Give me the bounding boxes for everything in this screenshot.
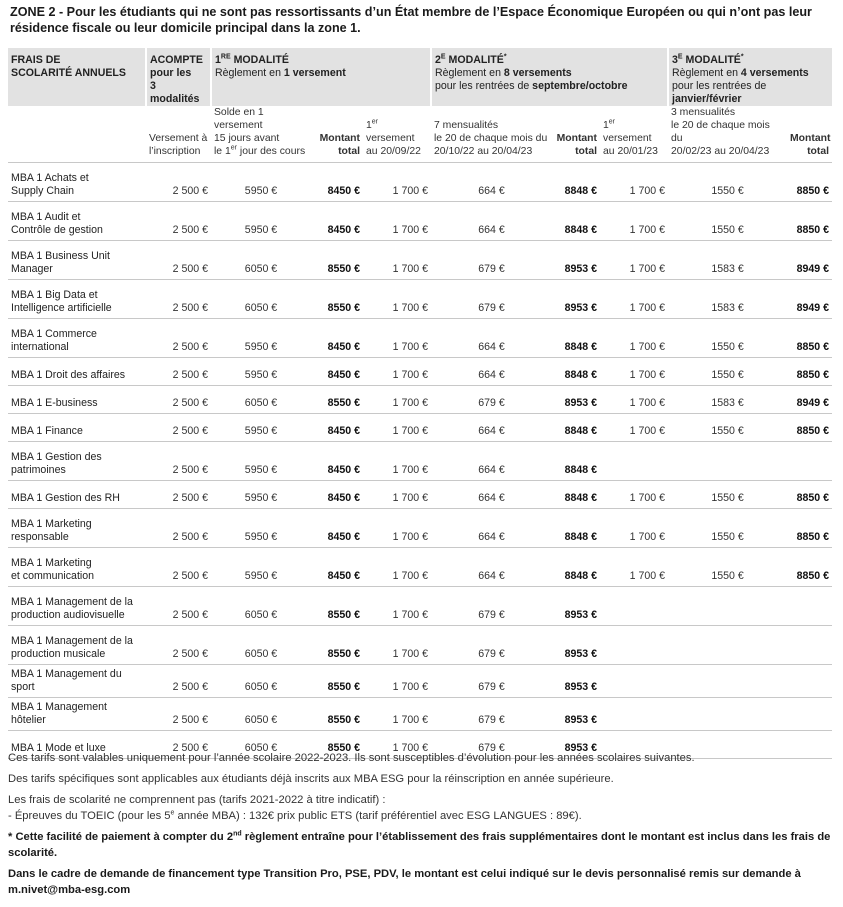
cell-total-1: 8550 € — [311, 665, 363, 698]
cell-total-1: 8550 € — [311, 280, 363, 319]
cell-total-3: 8850 € — [787, 509, 832, 548]
cell-acompte: 2 500 € — [146, 202, 211, 241]
table-row — [8, 414, 832, 442]
cell-solde: 6050 € — [211, 731, 311, 759]
header-modalite-1 — [211, 48, 431, 106]
cell-total-2: 8953 € — [552, 587, 600, 626]
cell-total-1: 8550 € — [311, 731, 363, 759]
cell-total-2: 8848 € — [552, 358, 600, 386]
subheader-solde — [211, 106, 311, 163]
m3-first-a: 1 — [603, 120, 609, 131]
page-title: ZONE 2 - Pour les étudiants qui ne sont pas ressortissants d’un État membre de l’Espace Économique Européen ou qui n’ont pas leur résidence fiscale ou leur domicile principal dans la zone 1. — [10, 5, 812, 35]
program-name-line1: MBA 1 Management de la — [11, 635, 133, 647]
cell-acompte: 2 500 € — [146, 698, 211, 731]
cell-versement-2: 1 700 € — [363, 414, 431, 442]
cell-total-2: 8848 € — [552, 414, 600, 442]
cell-mensualite-3: 1550 € — [668, 319, 787, 358]
note-payment-b: règlement entraîne pour l’établissement des frais supplémentaires dont le montant est inclus dans les frais de scolarité. — [8, 831, 831, 859]
solde-line2: 15 jours avant — [214, 133, 280, 144]
header-acompte-line3: 3 modalités — [150, 80, 200, 105]
cell-total-3: 8850 € — [787, 319, 832, 358]
m3-sub-a: Règlement en — [672, 67, 741, 79]
m2-star: * — [503, 53, 507, 61]
cell-total-3: 8850 € — [787, 163, 832, 202]
solde-line3sup: er — [230, 144, 237, 152]
cell-versement-2: 1 700 € — [363, 731, 431, 759]
table-row — [8, 665, 832, 698]
program-name: MBA 1 Management du sport — [8, 665, 146, 698]
cell-total-1: 8450 € — [311, 163, 363, 202]
subheader-m3-first — [600, 106, 668, 163]
m3-num: 3 — [672, 54, 678, 66]
cell-acompte: 2 500 € — [146, 731, 211, 759]
cell-acompte: 2 500 € — [146, 587, 211, 626]
cell-mensualite-2: 679 € — [431, 386, 552, 414]
cell-versement-3: 1 700 € — [600, 280, 668, 319]
program-name — [8, 163, 146, 202]
cell-total-1: 8550 € — [311, 587, 363, 626]
cell-total-3: 8850 € — [787, 548, 832, 587]
cell-versement-3: 1 700 € — [600, 358, 668, 386]
header-acompte — [146, 48, 211, 106]
cell-versement-2: 1 700 € — [363, 509, 431, 548]
cell-mensualite-3: 1583 € — [668, 280, 787, 319]
program-name-line1: MBA 1 Marketing — [11, 557, 92, 569]
note-financing: Dans le cadre de demande de financement type Transition Pro, PSE, PDV, le montant est celui indiqué sur le devis personnalisé remis sur demande à m.nivet@mba-esg.com — [8, 868, 801, 896]
table-row — [8, 481, 832, 509]
m3-star: * — [740, 53, 744, 61]
solde-line3b: jour des cours — [237, 146, 306, 157]
cell-mensualite-3 — [668, 587, 787, 626]
program-name-line2: et communication — [11, 570, 95, 582]
m3-sup: E — [677, 53, 683, 61]
cell-total-2: 8953 € — [552, 626, 600, 665]
cell-versement-2: 1 700 € — [363, 202, 431, 241]
cell-solde: 5950 € — [211, 481, 311, 509]
cell-total-1: 8450 € — [311, 414, 363, 442]
cell-acompte: 2 500 € — [146, 241, 211, 280]
subheader-empty — [8, 106, 146, 163]
cell-solde: 6050 € — [211, 280, 311, 319]
cell-acompte: 2 500 € — [146, 442, 211, 481]
table-row — [8, 386, 832, 414]
cell-versement-2: 1 700 € — [363, 386, 431, 414]
cell-acompte: 2 500 € — [146, 358, 211, 386]
cell-mensualite-2: 664 € — [431, 548, 552, 587]
program-name-line2: Contrôle de gestion — [11, 224, 103, 236]
table-row — [8, 202, 832, 241]
cell-acompte: 2 500 € — [146, 548, 211, 587]
cell-total-1: 8450 € — [311, 481, 363, 509]
table-row — [8, 698, 832, 731]
note-toeic-a: - Épreuves du TOEIC (pour les 5 — [8, 810, 171, 822]
cell-total-3: 8850 € — [787, 202, 832, 241]
cell-mensualite-2: 664 € — [431, 414, 552, 442]
cell-total-2: 8848 € — [552, 481, 600, 509]
cell-versement-3: 1 700 € — [600, 241, 668, 280]
header-acompte-line2: pour les — [150, 67, 192, 79]
cell-mensualite-2: 679 € — [431, 241, 552, 280]
table-row — [8, 509, 832, 548]
m3-first-b: versement — [603, 133, 652, 144]
cell-acompte: 2 500 € — [146, 509, 211, 548]
cell-total-3: 8949 € — [787, 386, 832, 414]
m3-mens-line3: 20/02/23 au 20/04/23 — [671, 146, 770, 157]
cell-total-1: 8450 € — [311, 442, 363, 481]
cell-mensualite-3: 1550 € — [668, 509, 787, 548]
cell-total-2: 8953 € — [552, 280, 600, 319]
m2-sub-a: Règlement en — [435, 67, 504, 79]
cell-versement-2: 1 700 € — [363, 358, 431, 386]
program-name-line2: production musicale — [11, 648, 106, 660]
cell-solde: 5950 € — [211, 414, 311, 442]
program-name-line2: responsable — [11, 531, 69, 543]
cell-total-2: 8848 € — [552, 319, 600, 358]
program-name — [8, 442, 146, 481]
cell-total-2: 8848 € — [552, 442, 600, 481]
cell-total-3: 8949 € — [787, 241, 832, 280]
header-row — [8, 48, 832, 106]
cell-versement-3 — [600, 626, 668, 665]
cell-total-3: 8850 € — [787, 414, 832, 442]
program-name: MBA 1 Management hôtelier — [8, 698, 146, 731]
header-modalite-3 — [668, 48, 832, 106]
cell-versement-3: 1 700 € — [600, 163, 668, 202]
cell-mensualite-2: 664 € — [431, 163, 552, 202]
montant-3: Montant — [790, 133, 831, 144]
cell-total-2: 8953 € — [552, 241, 600, 280]
program-name-line1: MBA 1 Marketing — [11, 518, 92, 530]
program-name — [8, 587, 146, 626]
cell-total-1: 8550 € — [311, 698, 363, 731]
header-frais — [8, 48, 146, 106]
m1-num: 1 — [215, 54, 221, 66]
m2-num: 2 — [435, 54, 441, 66]
subheader-montant-1 — [311, 106, 363, 163]
m2-title: MODALITÉ — [445, 54, 504, 66]
cell-total-3: 8949 € — [787, 280, 832, 319]
program-name: MBA 1 E-business — [8, 386, 146, 414]
m2-first-a: 1 — [366, 120, 372, 131]
cell-total-3 — [787, 442, 832, 481]
cell-versement-3 — [600, 698, 668, 731]
cell-mensualite-3 — [668, 626, 787, 665]
table-row — [8, 280, 832, 319]
program-name: MBA 1 Gestion des RH — [8, 481, 146, 509]
cell-mensualite-3: 1550 € — [668, 548, 787, 587]
subheader-montant-2 — [552, 106, 600, 163]
total-3: total — [807, 146, 830, 157]
cell-total-2: 8848 € — [552, 509, 600, 548]
cell-mensualite-3: 1583 € — [668, 241, 787, 280]
cell-mensualite-3 — [668, 698, 787, 731]
montant-1: Montant — [319, 133, 360, 144]
cell-mensualite-3: 1550 € — [668, 481, 787, 509]
cell-versement-3 — [600, 442, 668, 481]
note-toeic-b: année MBA) : 132€ prix public ETS (tarif préférentiel avec ESG LANGUES : 89€). — [174, 810, 582, 822]
cell-total-3: 8850 € — [787, 481, 832, 509]
cell-versement-2: 1 700 € — [363, 587, 431, 626]
cell-total-2: 8848 € — [552, 548, 600, 587]
cell-solde: 6050 € — [211, 626, 311, 665]
program-name-line1: MBA 1 Achats et — [11, 172, 89, 184]
m3-sub2-a: pour les rentrées de — [672, 80, 767, 92]
cell-acompte: 2 500 € — [146, 319, 211, 358]
header-acompte-line1: ACOMPTE — [150, 54, 203, 66]
m1-sub-b: 1 versement — [283, 67, 346, 79]
cell-mensualite-2: 679 € — [431, 587, 552, 626]
cell-versement-3: 1 700 € — [600, 548, 668, 587]
cell-versement-3 — [600, 665, 668, 698]
table-row — [8, 358, 832, 386]
cell-total-2: 8953 € — [552, 665, 600, 698]
cell-solde: 6050 € — [211, 587, 311, 626]
cell-versement-3: 1 700 € — [600, 414, 668, 442]
cell-acompte: 2 500 € — [146, 386, 211, 414]
subheader-versement — [146, 106, 211, 163]
cell-mensualite-3 — [668, 665, 787, 698]
cell-total-3 — [787, 626, 832, 665]
header-frais-line2: SCOLARITÉ ANNUELS — [11, 67, 126, 79]
m3-sub2-b: janvier/février — [672, 93, 742, 105]
m1-sub-a: Règlement en — [215, 67, 284, 79]
cell-total-1: 8550 € — [311, 386, 363, 414]
note-payment-a: * Cette facilité de paiement à compter du 2 — [8, 831, 234, 843]
cell-total-2: 8953 € — [552, 731, 600, 759]
tuition-fees-table — [8, 48, 832, 759]
cell-solde: 6050 € — [211, 241, 311, 280]
cell-acompte: 2 500 € — [146, 626, 211, 665]
program-name: MBA 1 Finance — [8, 414, 146, 442]
m1-title: MODALITÉ — [230, 54, 289, 66]
program-name: MBA 1 Droit des affaires — [8, 358, 146, 386]
cell-total-2: 8848 € — [552, 163, 600, 202]
cell-mensualite-2: 664 € — [431, 358, 552, 386]
m3-title: MODALITÉ — [682, 54, 741, 66]
header-modalite-2 — [431, 48, 668, 106]
cell-total-3: 8850 € — [787, 358, 832, 386]
program-name: MBA 1 Mode et luxe — [8, 731, 146, 759]
cell-mensualite-2: 664 € — [431, 509, 552, 548]
program-name-line1: MBA 1 Audit et — [11, 211, 81, 223]
montant-2: Montant — [556, 133, 597, 144]
note-exclusions: Les frais de scolarité ne comprennent pas (tarifs 2021-2022 à titre indicatif) : — [8, 794, 386, 806]
cell-mensualite-2: 679 € — [431, 698, 552, 731]
cell-total-1: 8450 € — [311, 202, 363, 241]
cell-total-1: 8450 € — [311, 509, 363, 548]
m3-sub-b: 4 versements — [740, 67, 809, 79]
note-validity: Ces tarifs sont valables uniquement pour l’année scolaire 2022-2023. Ils sont susceptibles d’évolution pour les années scolaires suivantes. — [8, 752, 695, 764]
cell-mensualite-2: 679 € — [431, 280, 552, 319]
cell-solde: 5950 € — [211, 442, 311, 481]
subheader-m3-mens — [668, 106, 787, 163]
cell-solde: 5950 € — [211, 202, 311, 241]
cell-versement-2: 1 700 € — [363, 280, 431, 319]
program-name — [8, 548, 146, 587]
cell-mensualite-3: 1550 € — [668, 414, 787, 442]
table-row — [8, 163, 832, 202]
cell-total-2: 8953 € — [552, 698, 600, 731]
cell-total-1: 8450 € — [311, 548, 363, 587]
subheader-m2-first — [363, 106, 431, 163]
cell-acompte: 2 500 € — [146, 414, 211, 442]
note-toeic — [8, 808, 836, 824]
cell-versement-2: 1 700 € — [363, 698, 431, 731]
note-payment-facility — [8, 829, 836, 861]
m2-mens-line2: le 20 de chaque mois du — [434, 133, 548, 144]
cell-versement-3: 1 700 € — [600, 481, 668, 509]
cell-total-3 — [787, 587, 832, 626]
program-name — [8, 626, 146, 665]
cell-acompte: 2 500 € — [146, 163, 211, 202]
m2-first-date: au 20/09/22 — [366, 146, 421, 157]
note-reinscription: Des tarifs spécifiques sont applicables aux étudiants déjà inscrits aux MBA ESG pour la réinscription en année supérieure. — [8, 773, 614, 785]
cell-total-2: 8953 € — [552, 386, 600, 414]
cell-versement-2: 1 700 € — [363, 241, 431, 280]
cell-versement-3: 1 700 € — [600, 509, 668, 548]
program-name-line1: MBA 1 Big Data et — [11, 289, 98, 301]
m3-mens-line1: 3 mensualités — [671, 107, 736, 118]
program-name — [8, 509, 146, 548]
cell-versement-3 — [600, 587, 668, 626]
m2-mens-line3: 20/10/22 au 20/04/23 — [434, 146, 533, 157]
m2-sub2-b: septembre/octobre — [532, 80, 628, 92]
cell-total-3 — [787, 665, 832, 698]
solde-line1: Solde en 1 versement — [214, 107, 264, 131]
solde-line3a: le 1 — [214, 146, 231, 157]
cell-total-1: 8550 € — [311, 626, 363, 665]
footnotes — [8, 750, 836, 903]
program-name-line1: MBA 1 Management de la — [11, 596, 133, 608]
cell-total-2: 8848 € — [552, 202, 600, 241]
program-name — [8, 280, 146, 319]
program-name-line2: international — [11, 341, 69, 353]
cell-mensualite-3: 1550 € — [668, 358, 787, 386]
table-row — [8, 587, 832, 626]
cell-mensualite-3: 1550 € — [668, 202, 787, 241]
cell-versement-2: 1 700 € — [363, 626, 431, 665]
cell-mensualite-2: 664 € — [431, 442, 552, 481]
table-row — [8, 241, 832, 280]
cell-total-1: 8550 € — [311, 241, 363, 280]
cell-acompte: 2 500 € — [146, 481, 211, 509]
cell-solde: 5950 € — [211, 358, 311, 386]
cell-versement-2: 1 700 € — [363, 442, 431, 481]
m2-first-b: versement — [366, 133, 415, 144]
subheader-row — [8, 106, 832, 163]
cell-versement-2: 1 700 € — [363, 665, 431, 698]
cell-mensualite-2: 664 € — [431, 481, 552, 509]
m3-first-sup: er — [608, 118, 616, 126]
cell-acompte: 2 500 € — [146, 280, 211, 319]
cell-solde: 5950 € — [211, 319, 311, 358]
versement-line2: l’inscription — [149, 146, 201, 157]
table-row — [8, 548, 832, 587]
program-name-line1: MBA 1 Gestion des — [11, 451, 102, 463]
cell-solde: 6050 € — [211, 386, 311, 414]
note-toeic-sup: e — [170, 809, 175, 817]
table-row — [8, 319, 832, 358]
program-name-line2: Supply Chain — [11, 185, 75, 197]
cell-versement-3: 1 700 € — [600, 386, 668, 414]
note-payment-sup: nd — [233, 830, 242, 838]
cell-versement-3: 1 700 € — [600, 202, 668, 241]
cell-acompte: 2 500 € — [146, 665, 211, 698]
cell-total-3 — [787, 698, 832, 731]
program-name-line1: MBA 1 Commerce — [11, 328, 97, 340]
cell-mensualite-3: 1550 € — [668, 163, 787, 202]
cell-mensualite-2: 679 € — [431, 731, 552, 759]
m3-first-date: au 20/01/23 — [603, 146, 658, 157]
table-row — [8, 626, 832, 665]
total-1: total — [338, 146, 360, 157]
table-row — [8, 442, 832, 481]
m2-first-sup: er — [371, 118, 379, 126]
cell-total-1: 8450 € — [311, 358, 363, 386]
program-name-line2: Manager — [11, 263, 53, 275]
m3-mens-line2: le 20 de chaque mois du — [671, 120, 770, 144]
cell-versement-2: 1 700 € — [363, 163, 431, 202]
m2-sup: E — [440, 53, 446, 61]
cell-versement-2: 1 700 € — [363, 481, 431, 509]
program-name-line1: MBA 1 Business Unit — [11, 250, 110, 262]
program-name — [8, 319, 146, 358]
m2-sub-b: 8 versements — [503, 67, 572, 79]
cell-solde: 5950 € — [211, 509, 311, 548]
cell-solde: 6050 € — [211, 665, 311, 698]
total-2: total — [575, 146, 597, 157]
cell-versement-2: 1 700 € — [363, 548, 431, 587]
cell-versement-3: 1 700 € — [600, 319, 668, 358]
program-name — [8, 202, 146, 241]
cell-mensualite-3 — [668, 442, 787, 481]
cell-total-1: 8450 € — [311, 319, 363, 358]
program-name — [8, 241, 146, 280]
cell-solde: 5950 € — [211, 548, 311, 587]
header-frais-line1: FRAIS DE — [11, 54, 61, 66]
versement-line1: Versement à — [149, 133, 208, 144]
subheader-m2-mens — [431, 106, 552, 163]
program-name-line2: Intelligence artificielle — [11, 302, 112, 314]
cell-solde: 6050 € — [211, 698, 311, 731]
m1-sup: RE — [220, 53, 231, 61]
cell-versement-2: 1 700 € — [363, 319, 431, 358]
m2-mens-line1: 7 mensualités — [434, 120, 499, 131]
cell-mensualite-2: 664 € — [431, 202, 552, 241]
cell-mensualite-3: 1583 € — [668, 386, 787, 414]
cell-mensualite-2: 679 € — [431, 665, 552, 698]
cell-mensualite-2: 664 € — [431, 319, 552, 358]
cell-mensualite-2: 679 € — [431, 626, 552, 665]
cell-solde: 5950 € — [211, 163, 311, 202]
subheader-montant-3 — [787, 106, 832, 163]
program-name-line2: patrimoines — [11, 464, 66, 476]
m2-sub2-a: pour les rentrées de — [435, 80, 533, 92]
program-name-line2: production audiovisuelle — [11, 609, 125, 621]
